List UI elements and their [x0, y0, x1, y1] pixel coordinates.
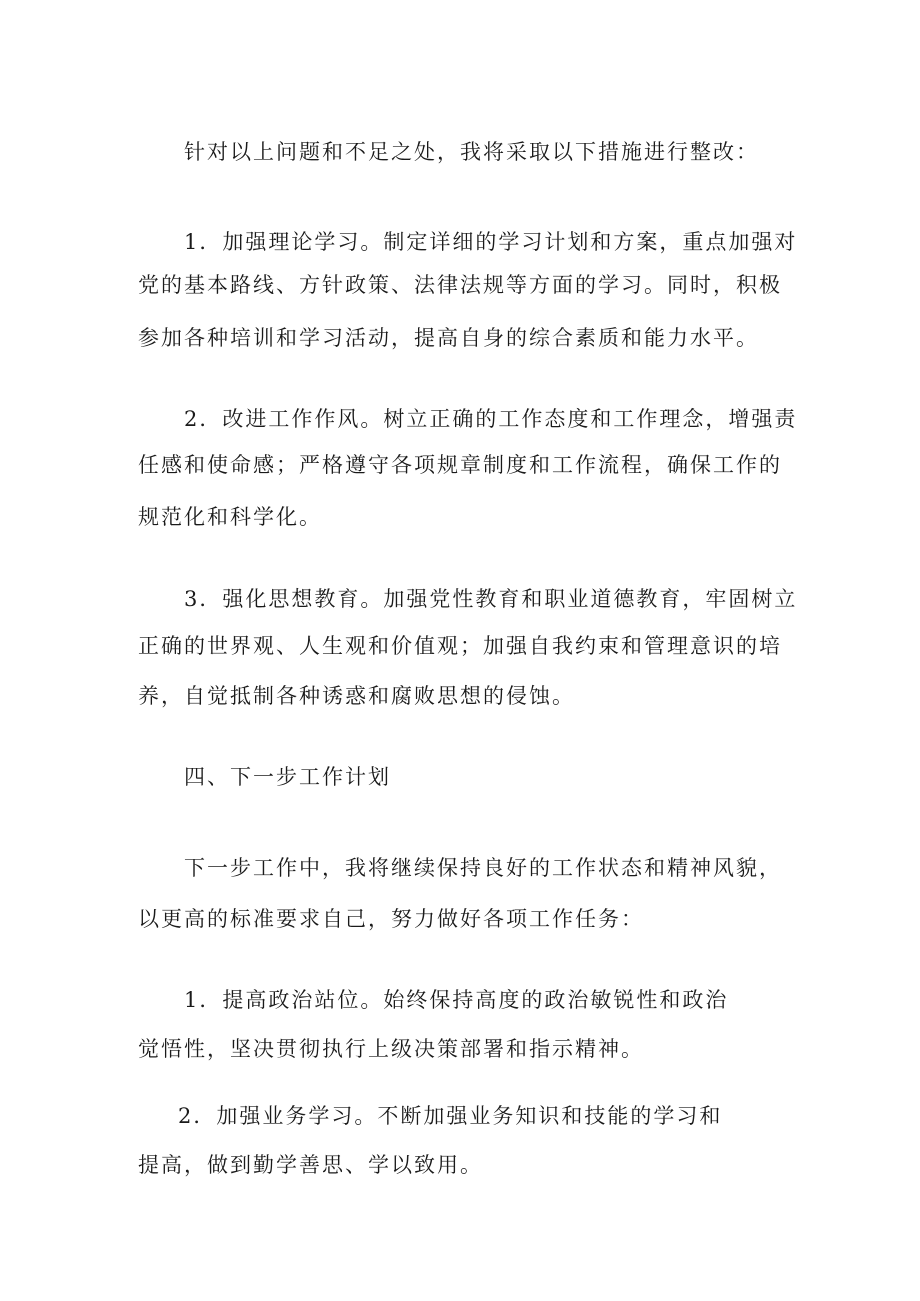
- plan-intro-line-1: 下一步工作中，我将继续保持良好的工作状态和精神风貌，: [184, 856, 782, 880]
- section-heading: 四、下一步工作计划: [184, 765, 391, 789]
- measure-3-line-1: 3．强化思想教育。加强党性教育和职业道德教育，牢固树立: [184, 587, 798, 611]
- plan-2-line-2: 提高，做到勤学善思、学以致用。: [138, 1153, 483, 1177]
- measure-2-line-3: 规范化和科学化。: [138, 505, 322, 529]
- intro-paragraph: 针对以上问题和不足之处，我将采取以下措施进行整改：: [184, 140, 759, 164]
- measure-2-line-2: 任感和使命感；严格遵守各项规章制度和工作流程，确保工作的: [138, 453, 782, 477]
- plan-1-line-2: 觉悟性，坚决贯彻执行上级决策部署和指示精神。: [138, 1037, 644, 1061]
- plan-intro-line-2: 以更高的标准要求自己，努力做好各项工作任务：: [138, 907, 644, 931]
- measure-1-line-1: 1．加强理论学习。制定详细的学习计划和方案，重点加强对: [184, 230, 798, 254]
- measure-1-line-2: 党的基本路线、方针政策、法律法规等方面的学习。同时，积极: [138, 273, 782, 297]
- measure-2-line-1: 2．改进工作作风。树立正确的工作态度和工作理念，增强责: [184, 407, 798, 431]
- measure-3-line-3: 养，自觉抵制各种诱惑和腐败思想的侵蚀。: [138, 684, 575, 708]
- plan-2-line-1: 2．加强业务学习。不断加强业务知识和技能的学习和: [178, 1104, 723, 1128]
- plan-1-line-1: 1．提高政治站位。始终保持高度的政治敏锐性和政治: [184, 988, 729, 1012]
- measure-3-line-2: 正确的世界观、人生观和价值观；加强自我约束和管理意识的培: [138, 634, 782, 658]
- measure-1-line-3: 参加各种培训和学习活动，提高自身的综合素质和能力水平。: [138, 326, 759, 350]
